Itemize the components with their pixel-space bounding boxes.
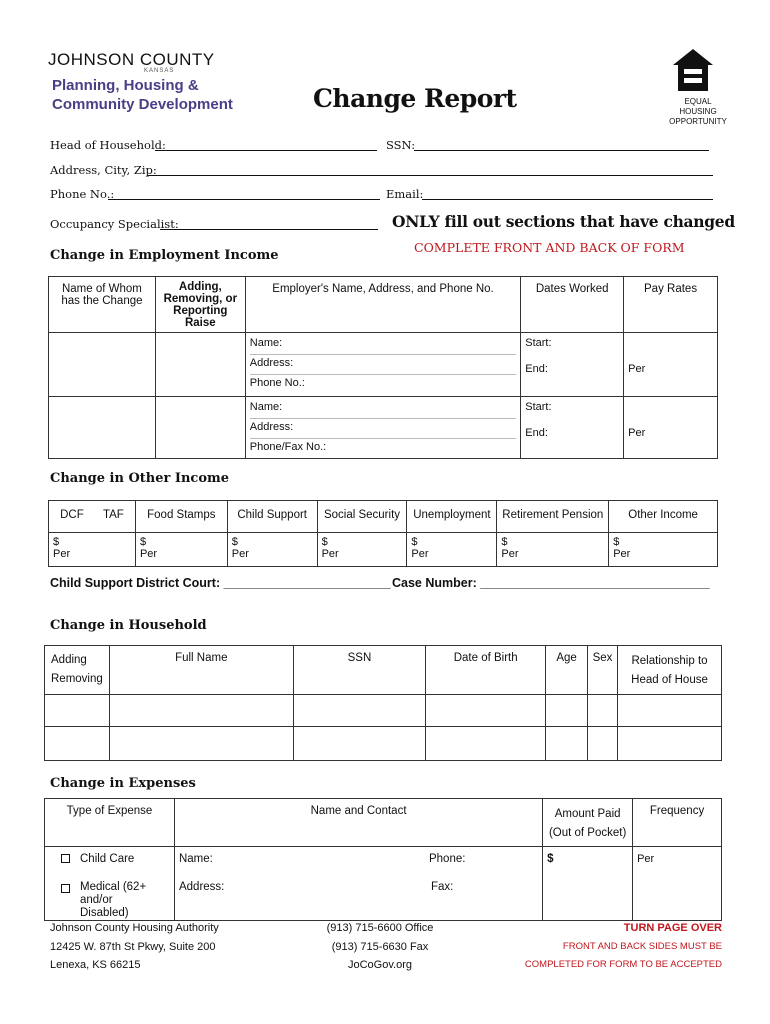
- expense-name-label: Name:: [178, 853, 213, 865]
- expenses-row: [45, 847, 722, 921]
- dollar-sign: $: [411, 536, 418, 548]
- employment-row: [49, 333, 718, 397]
- other-income-header-social-security: Social Security: [317, 501, 407, 533]
- dept-line-1: Planning, Housing &: [52, 77, 199, 94]
- other-income-header-dcf: [49, 501, 136, 533]
- equal-housing-icon: [671, 47, 715, 93]
- food-stamps-value-cell[interactable]: [135, 533, 227, 567]
- ssn-label: SSN:: [386, 138, 416, 152]
- household-cell[interactable]: [109, 695, 293, 727]
- household-table: [44, 645, 722, 761]
- logo-subtext: KANSAS: [144, 68, 175, 74]
- retirement-value-cell[interactable]: [497, 533, 609, 567]
- employment-employer-cell[interactable]: [245, 333, 520, 397]
- medical-option[interactable]: [61, 881, 170, 920]
- household-cell[interactable]: [618, 727, 722, 761]
- complete-front-back-notice: COMPLETE FRONT AND BACK OF FORM: [414, 240, 685, 255]
- per-label: Per: [628, 363, 646, 375]
- expense-contact-cell[interactable]: [174, 847, 542, 921]
- employment-table: [48, 276, 718, 459]
- expense-type-cell: [45, 847, 175, 921]
- household-cell[interactable]: [45, 727, 110, 761]
- other-income-header-retirement: Retirement Pension: [497, 501, 609, 533]
- address-field[interactable]: [147, 164, 713, 176]
- employment-section-title: Change in Employment Income: [50, 248, 279, 263]
- employment-person-cell[interactable]: [49, 397, 156, 459]
- adding-label: Adding: [51, 654, 87, 666]
- district-court-field[interactable]: Child Support District Court: ________________________: [50, 576, 391, 590]
- per-label: Per: [613, 548, 631, 560]
- household-header-sex: Sex: [588, 646, 618, 695]
- dollar-sign: $: [501, 536, 508, 548]
- footer-notice: [520, 919, 722, 975]
- removing-label: Removing: [51, 673, 103, 685]
- employment-person-cell[interactable]: [49, 333, 156, 397]
- per-label: Per: [231, 548, 249, 560]
- department-name: [52, 76, 233, 114]
- employment-adding-cell[interactable]: [155, 333, 245, 397]
- other-income-value-cell[interactable]: [609, 533, 718, 567]
- footer-street: 12425 W. 87th St Pkwy, Suite 200: [50, 940, 216, 953]
- household-cell[interactable]: [546, 695, 588, 727]
- household-header-relationship: Relationship to Head of House: [618, 646, 722, 695]
- footer-city: Lenexa, KS 66215: [50, 959, 141, 971]
- household-cell[interactable]: [426, 727, 546, 761]
- email-label: Email:: [386, 187, 424, 201]
- household-header-dob: Date of Birth: [426, 646, 546, 695]
- dollar-sign: $: [613, 536, 620, 548]
- employer-phone-line[interactable]: Phone/Fax No.:: [249, 441, 327, 453]
- social-security-value-cell[interactable]: [317, 533, 407, 567]
- expenses-header-name-contact: Name and Contact: [174, 799, 542, 847]
- other-income-header-unemployment: Unemployment: [407, 501, 497, 533]
- expenses-table: [44, 798, 722, 921]
- turn-page-over: TURN PAGE OVER: [623, 922, 722, 934]
- dollar-sign: $: [53, 536, 60, 548]
- other-income-section-title: Change in Other Income: [50, 471, 230, 486]
- employment-employer-cell[interactable]: [245, 397, 520, 459]
- dollar-sign: $: [139, 536, 147, 548]
- household-cell[interactable]: [293, 727, 426, 761]
- child-care-checkbox[interactable]: [61, 854, 70, 863]
- household-section-title: Change in Household: [50, 618, 207, 633]
- per-label: Per: [139, 548, 158, 560]
- employment-header-employer: Employer's Name, Address, and Phone No.: [245, 277, 520, 333]
- household-cell[interactable]: [618, 695, 722, 727]
- employer-name-line[interactable]: Name:: [250, 335, 516, 355]
- child-care-label: Child Care: [80, 853, 135, 865]
- dept-line-2: Community Development: [52, 96, 233, 113]
- child-care-option[interactable]: [61, 853, 170, 881]
- other-income-table: [48, 500, 718, 567]
- household-cell[interactable]: [546, 727, 588, 761]
- employment-dates-cell[interactable]: [521, 397, 624, 459]
- per-label: Per: [501, 548, 519, 560]
- occupancy-label: Occupancy Specialist:: [50, 217, 179, 231]
- dcf-label: DCF: [60, 509, 84, 521]
- household-cell[interactable]: [45, 695, 110, 727]
- employment-adding-cell[interactable]: [155, 397, 245, 459]
- employment-header-name: Name of Whom has the Change: [49, 277, 156, 333]
- household-cell[interactable]: [588, 727, 618, 761]
- medical-checkbox[interactable]: [61, 884, 70, 893]
- email-field[interactable]: [422, 188, 713, 200]
- occupancy-field[interactable]: [160, 218, 378, 230]
- equal-housing-text: [668, 97, 728, 127]
- ssn-field[interactable]: [414, 139, 709, 151]
- medical-label: Medical (62+ and/or Disabled): [80, 881, 147, 919]
- household-row: [45, 727, 722, 761]
- other-income-header-child-support: Child Support: [227, 501, 317, 533]
- household-header-adding: [45, 646, 110, 695]
- per-label: Per: [321, 548, 339, 560]
- household-cell[interactable]: [426, 695, 546, 727]
- head-of-household-field[interactable]: [155, 139, 377, 151]
- per-label: Per: [628, 427, 646, 439]
- other-income-header-food-stamps: Food Stamps: [135, 501, 227, 533]
- employment-header-dates: Dates Worked: [521, 277, 624, 333]
- household-cell[interactable]: [293, 695, 426, 727]
- expense-address-label: Address:: [178, 881, 225, 893]
- expenses-section-title: Change in Expenses: [50, 776, 196, 791]
- other-income-header-other: Other Income: [609, 501, 718, 533]
- start-label: Start:: [525, 401, 552, 413]
- footer-address: [50, 919, 219, 975]
- footer-contact: [300, 919, 460, 975]
- logo-text: JOHNSON COUNTY: [48, 50, 215, 69]
- dollar-sign: $: [231, 536, 238, 548]
- footer-fax: (913) 715-6630 Fax: [331, 940, 429, 953]
- employer-address-line[interactable]: Address:: [250, 355, 516, 375]
- employment-header-pay: Pay Rates: [624, 277, 718, 333]
- dcf-value-cell[interactable]: [49, 533, 136, 567]
- phone-label: Phone No.:: [50, 187, 115, 201]
- household-header-full-name: Full Name: [109, 646, 293, 695]
- address-label: Address, City, Zip:: [50, 163, 157, 177]
- unemployment-value-cell[interactable]: [407, 533, 497, 567]
- employer-phone-line[interactable]: Phone No.:: [249, 377, 305, 389]
- footer-org: Johnson County Housing Authority: [50, 922, 219, 934]
- expense-frequency-cell[interactable]: Per: [633, 847, 722, 921]
- employment-pay-cell[interactable]: [624, 333, 718, 397]
- case-number-field[interactable]: Case Number: _________________________________: [392, 576, 710, 590]
- completed-notice: COMPLETED FOR FORM TO BE ACCEPTED: [524, 959, 722, 970]
- household-cell[interactable]: [109, 727, 293, 761]
- household-row: [45, 695, 722, 727]
- household-header-ssn: SSN: [293, 646, 426, 695]
- expense-amount-cell[interactable]: $: [543, 847, 633, 921]
- front-back-notice: FRONT AND BACK SIDES MUST BE: [562, 940, 722, 952]
- employer-address-line[interactable]: Address:: [250, 419, 516, 439]
- per-label: Per: [53, 548, 71, 560]
- eho-line-2: OPPORTUNITY: [669, 117, 727, 126]
- employment-header-adding: Adding, Removing, or Reporting Raise: [155, 277, 245, 333]
- household-cell[interactable]: [588, 695, 618, 727]
- expenses-header-type: Type of Expense: [45, 799, 175, 847]
- footer-office-phone: (913) 715-6600 Office: [326, 922, 434, 934]
- end-label: End:: [525, 363, 548, 375]
- start-label: Start:: [525, 337, 552, 349]
- expenses-header-amount: Amount Paid (Out of Pocket): [543, 799, 633, 847]
- child-support-value-cell[interactable]: [227, 533, 317, 567]
- employment-row: [49, 397, 718, 459]
- expenses-header-frequency: Frequency: [633, 799, 722, 847]
- employer-name-line[interactable]: Name:: [250, 399, 516, 419]
- phone-field[interactable]: [108, 188, 380, 200]
- taf-label: TAF: [102, 509, 124, 521]
- page-title: Change Report: [313, 84, 517, 113]
- footer-website[interactable]: JoCoGov.org: [348, 959, 412, 971]
- dollar-sign: $: [321, 536, 328, 548]
- per-label: Per: [411, 548, 429, 560]
- employment-pay-cell[interactable]: [624, 397, 718, 459]
- other-income-values-row: [49, 533, 718, 567]
- only-changed-notice: ONLY fill out sections that have changed: [392, 212, 735, 231]
- household-header-age: Age: [546, 646, 588, 695]
- end-label: End:: [525, 427, 548, 439]
- employment-dates-cell[interactable]: [521, 333, 624, 397]
- expense-phone-label: Phone:: [428, 853, 466, 865]
- eho-line-1: EQUAL HOUSING: [679, 97, 717, 116]
- head-of-household-label: Head of Household:: [50, 138, 166, 152]
- expense-fax-label: Fax:: [430, 881, 454, 893]
